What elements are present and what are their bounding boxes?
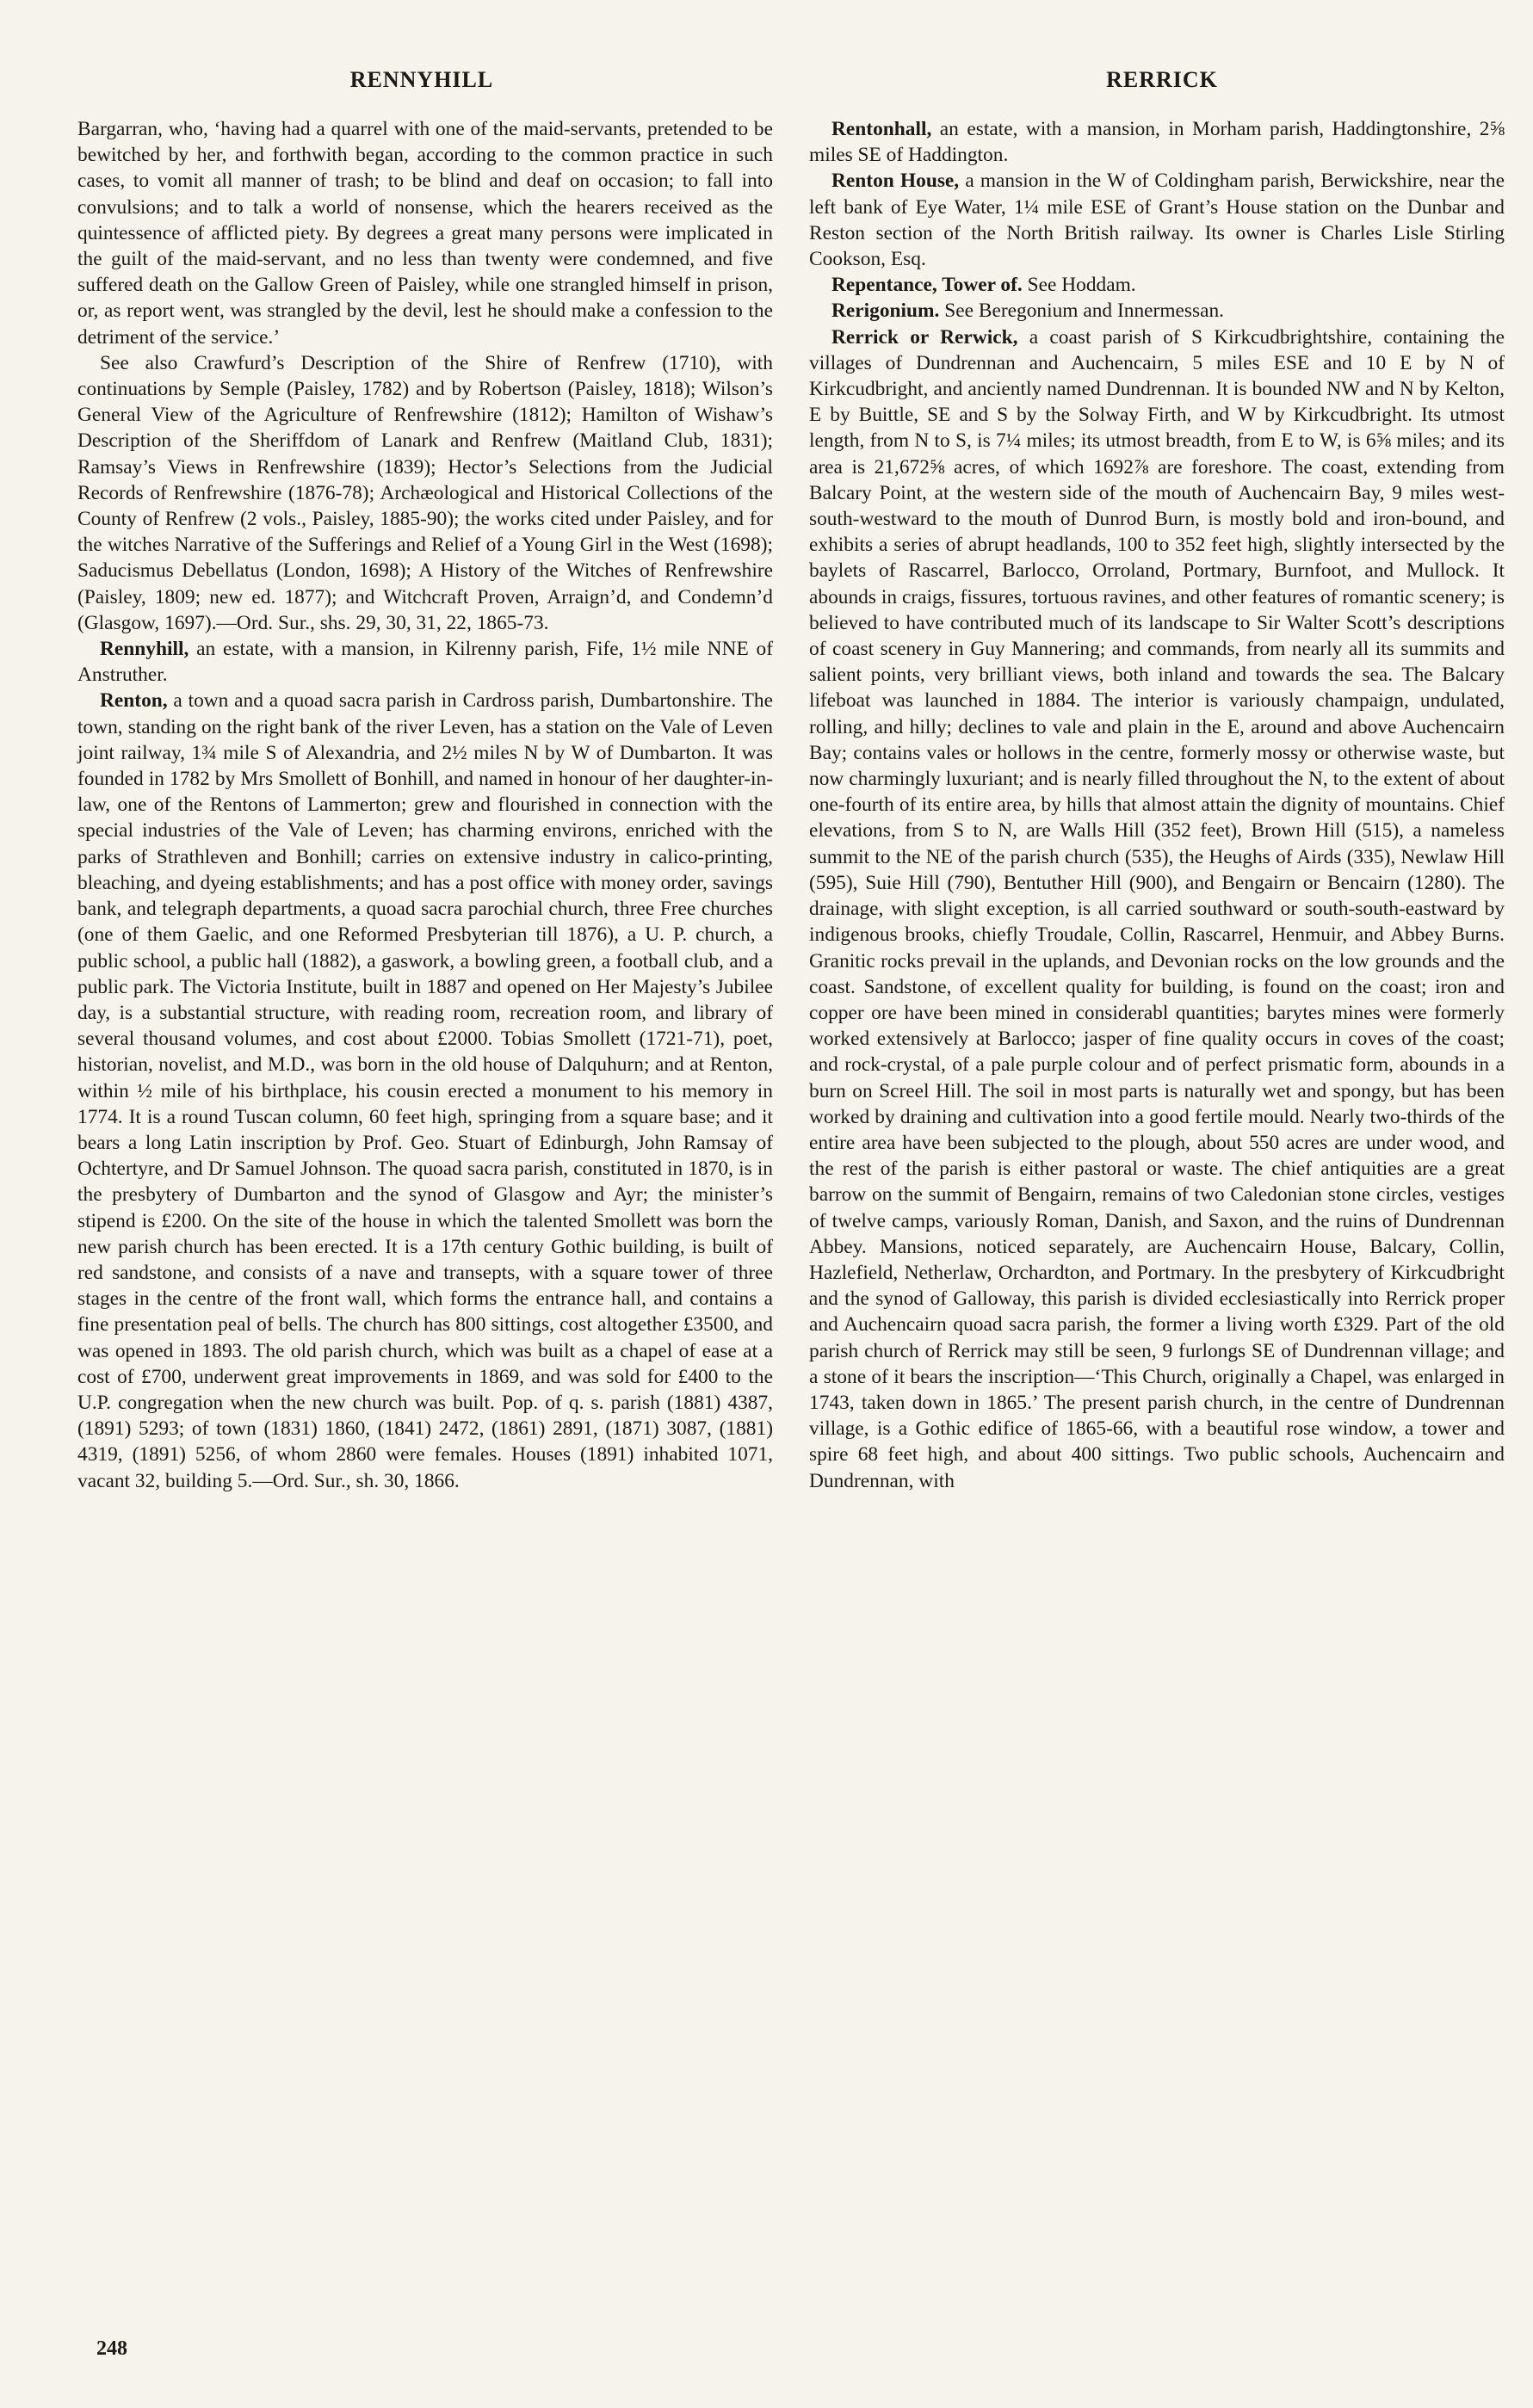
running-headers xyxy=(0,67,1533,102)
entry-renton-house xyxy=(809,168,1505,272)
entry-text-rentonhall: an estate, with a mansion, in Morham parish, Haddingtonshire, 2⅝ miles SE of Haddington. xyxy=(809,118,1505,167)
entry-renton xyxy=(77,688,773,1493)
headword-rerigonium: Rerigonium. xyxy=(831,299,940,323)
bibliography-paragraph: See also Crawfurd’s Description of the Shire of Renfrew (1710), with continuations by Semple (Paisley, 1782) and by Robertson (Paisley, 1818); Wilson’s General View of the Agriculture of Renfrewshire (1812); Hamilton of Wishaw’s Description of the Sheriffdom of Lanark and Renfrew (Maitland Club, 1831); Ramsay’s Views in Renfrewshire (1839); Hector’s Selections from the Judicial Records of Renfrewshire (1876-78); Archæological and Historical Collections of the County of Renfrew (2 vols., Paisley, 1885-90); the works cited under Paisley, and for the witches Narrative of the Sufferings and Relief of a Young Girl in the West (1698); Saducismus Debellatus (London, 1698); A History of the Witches of Renfrewshire (Paisley, 1809; new ed. 1877); and Witchcraft Proven, Arraign’d, and Condemn’d (Glasgow, 1697).—Ord. Sur., shs. 29, 30, 31, 22, 1865-73. xyxy=(77,351,773,634)
headword-renton-house: Renton House, xyxy=(831,170,960,193)
entry-text-renton-house: a mansion in the W of Coldingham parish, Berwickshire, near the left bank of Eye Water, 1¼ mile ESE of Grant’s House station on the Dunbar and Reston section of the North British railway. Its owner is Charles Lisle Stirling Cookson, Esq. xyxy=(809,170,1505,271)
entry-repentance xyxy=(809,272,1505,298)
headword-repentance: Repentance, Tower of. xyxy=(831,274,1023,297)
witch-quote-paragraph: Bargarran, who, ‘having had a quarrel with one of the maid-servants, pretended to be bewitched by her, and forthwith began, according to the common practice in such cases, to vomit all manner of trash; to be blind and deaf on occasion; to fall into convulsions; and to talk a world of nonsense, which the hearers received as the quintessence of afflicted piety. By degrees a great many persons were implicated in the guilt of the maid-servant, and no less than twenty were condemned, and five suffered death on the Gallow Green of Paisley, while one strangled himself in prison, or, as report went, was strangled by the devil, lest he should make a confession to the detriment of the service.’ xyxy=(77,118,773,349)
entry-text-rerigonium: See Beregonium and Innermessan. xyxy=(939,299,1225,323)
page-number: 248 xyxy=(96,2337,127,2360)
entry-rerigonium xyxy=(809,298,1505,324)
entry-rennyhill xyxy=(77,636,773,688)
entry-text-rennyhill: an estate, with a mansion, in Kilrenny parish, Fife, 1½ mile NNE of Anstruther. xyxy=(77,638,773,687)
headword-rentonhall: Rentonhall, xyxy=(831,118,932,140)
entry-text-rerrick: a coast parish of S Kirkcudbrightshire, containing the villages of Dundrennan and Auchencairn, 5 miles ESE and 10 E by N of Kirkcudbright, and anciently named Dundrennan. It is bounded NW and N by Kelton, E by Buittle, SE and S by the Solway Firth, and W by Kirkcudbright. Its utmost length, from N to S, is 7¼ miles; its utmost breadth, from E to W, is 6⅝ miles; and its area is 21,672⅝ acres, of which 1692⅞ are foreshore. The coast, extending from Balcary Point, at the western side of the mouth of Auchencairn Bay, 9 miles west-south-westward to the mouth of Dunrod Burn, is mostly bold and iron-bound, and exhibits a series of abrupt headlands, 100 to 352 feet high, slightly intersected by the baylets of Rascarrel, Barlocco, Orroland, Portmary, Burnfoot, and Mullock. It abounds in craigs, fissures, tortuous ravines, and other features of romantic scenery; is believed to have contributed much of its landscape to Sir Walter Scott’s descriptions of coast scenery in Guy Mannering; and commands, from nearly all its summits and salient points, very brilliant views, both inland and towards the sea. The Balcary lifeboat was launched in 1884. The interior is variously champaign, undulated, rolling, and hilly; declines to vale and plain in the E, around and above Auchencairn Bay; contains vales or hollows in the centre, formerly mossy or otherwise waste, but now charmingly luxuriant; and is nearly filled throughout the N, to the extent of about one-fourth of its entire area, by hills that almost attain the dignity of mountains. Chief elevations, from S to N, are Walls Hill (352 feet), Brown Hill (515), a nameless summit to the NE of the parish church (535), the Heughs of Airds (335), Newlaw Hill (595), Suie Hill (790), Bentuther Hill (900), and Bengairn or Bencairn (1280). The drainage, with slight exception, is all carried southward or south-south-eastward by indigenous brooks, chiefly Troudale, Collin, Rascarrel, Henmuir, and Abbey Burns. Granitic rocks prevail in the uplands, and Devonian rocks on the low grounds and the coast. Sandstone, of excellent quality for building, is found on the coast; iron and copper ore have been mined in considerabl quantities; barytes mines were formerly worked extensively at Barlocco; jasper of fine quality occurs in coves of the coast; and rock-crystal, of a pale purple colour and of perfect prismatic form, abounds in a burn on Screel Hill. The soil in most parts is naturally wet and spongy, but has been worked by draining and cultivation into a good fertile mould. Nearly two-thirds of the entire area have been subjected to the plough, about 550 acres are under wood, and the rest of the parish is either pastoral or waste. The chief antiquities are a great barrow on the summit of Bengairn, remains of two Caledonian stone circles, vestiges of twelve camps, variously Roman, Danish, and Saxon, and the ruins of Dundrennan Abbey. Mansions, noticed separately, are Auchencairn House, Balcary, Collin, Hazlefield, Netherlaw, Orchardton, and Portmary. In the presbytery of Kirkcudbright and the synod of Galloway, this parish is divided ecclesiastically into Rerrick proper and Auchencairn quoad sacra parish, the former a living worth £329. Part of the old parish church of Rerrick may still be seen, 9 furlongs SE of Dundrennan village; and a stone of it bears the inscription—‘This Church, originally a Chapel, was enlarged in 1743, taken down in 1865.’ The present parish church, in the centre of Dundrennan village, is a Gothic edifice of 1865-66, with a beautiful rose window, a tower and spire 68 feet high, and about 400 sittings. Two public schools, Auchencairn and Dundrennan, with xyxy=(809,325,1505,1492)
entry-text-renton: a town and a quoad sacra parish in Cardross parish, Dumbartonshire. The town, standing on the right bank of the river Leven, has a station on the Vale of Leven joint railway, 1¾ mile S of Alexandria, and 2½ miles N by W of Dumbarton. It was founded in 1782 by Mrs Smollett of Bonhill, and named in honour of her daughter-in-law, one of the Rentons of Lammerton; grew and flourished in connection with the special industries of the Vale of Leven; has charming environs, enriched with the parks of Strathleven and Bonhill; carries on extensive industry in calico-printing, bleaching, and dyeing establishments; and has a post office with money order, savings bank, and telegraph departments, a quoad sacra parochial church, three Free churches (one of them Gaelic, and one Reformed Presbyterian till 1876), a U. P. church, a public school, a public hall (1882), a gaswork, a bowling green, a football club, and a public park. The Victoria Institute, built in 1887 and opened on Her Majesty’s Jubilee day, is a substantial structure, with reading room, recreation room, and library of several thousand volumes, and cost about £2000. Tobias Smollett (1721-71), poet, historian, novelist, and M.D., was born in the old house of Dalquhurn; and at Renton, within ½ mile of his birthplace, his cousin erected a monument to his memory in 1774. It is a round Tuscan column, 60 feet high, springing from a square base; and it bears a long Latin inscription by Prof. Geo. Stuart of Edinburgh, John Ramsay of Ochtertyre, and Dr Samuel Johnson. The quoad sacra parish, constituted in 1870, is in the presbytery of Dumbarton and the synod of Glasgow and Ayr; the minister’s stipend is £200. On the site of the house in which the talented Smollett was born the new parish church has been erected. It is a 17th century Gothic building, is built of red sandstone, and consists of a nave and transepts, with a square tower of three stages in the centre of the front wall, which forms the entrance hall, and contains a fine presentation peal of bells. The church has 800 sittings, cost altogether £3500, and was opened in 1893. The old parish church, which was built as a chapel of ease at a cost of £700, underwent great improvements in 1869, and was sold for £400 to the U.P. congregation when the new church was built. Pop. of q. s. parish (1881) 4387, (1891) 5293; of town (1831) 1860, (1841) 2472, (1861) 2891, (1871) 3087, (1881) 4319, (1891) 5256, of whom 2860 were females. Houses (1891) inhabited 1071, vacant 32, building 5.—Ord. Sur., sh. 30, 1866. xyxy=(77,689,773,1492)
entry-rerrick xyxy=(809,324,1505,1494)
running-head-left: RENNYHILL xyxy=(349,67,494,92)
headword-renton: Renton, xyxy=(100,689,168,713)
headword-rennyhill: Rennyhill, xyxy=(100,638,189,661)
headword-rerrick: Rerrick or Rerwick, xyxy=(831,325,1018,349)
entry-text-repentance: See Hoddam. xyxy=(1022,274,1136,297)
right-column xyxy=(809,116,1505,1494)
running-head-right: RERRICK xyxy=(1106,67,1218,92)
entry-rentonhall xyxy=(809,116,1505,168)
left-column xyxy=(77,116,773,1494)
